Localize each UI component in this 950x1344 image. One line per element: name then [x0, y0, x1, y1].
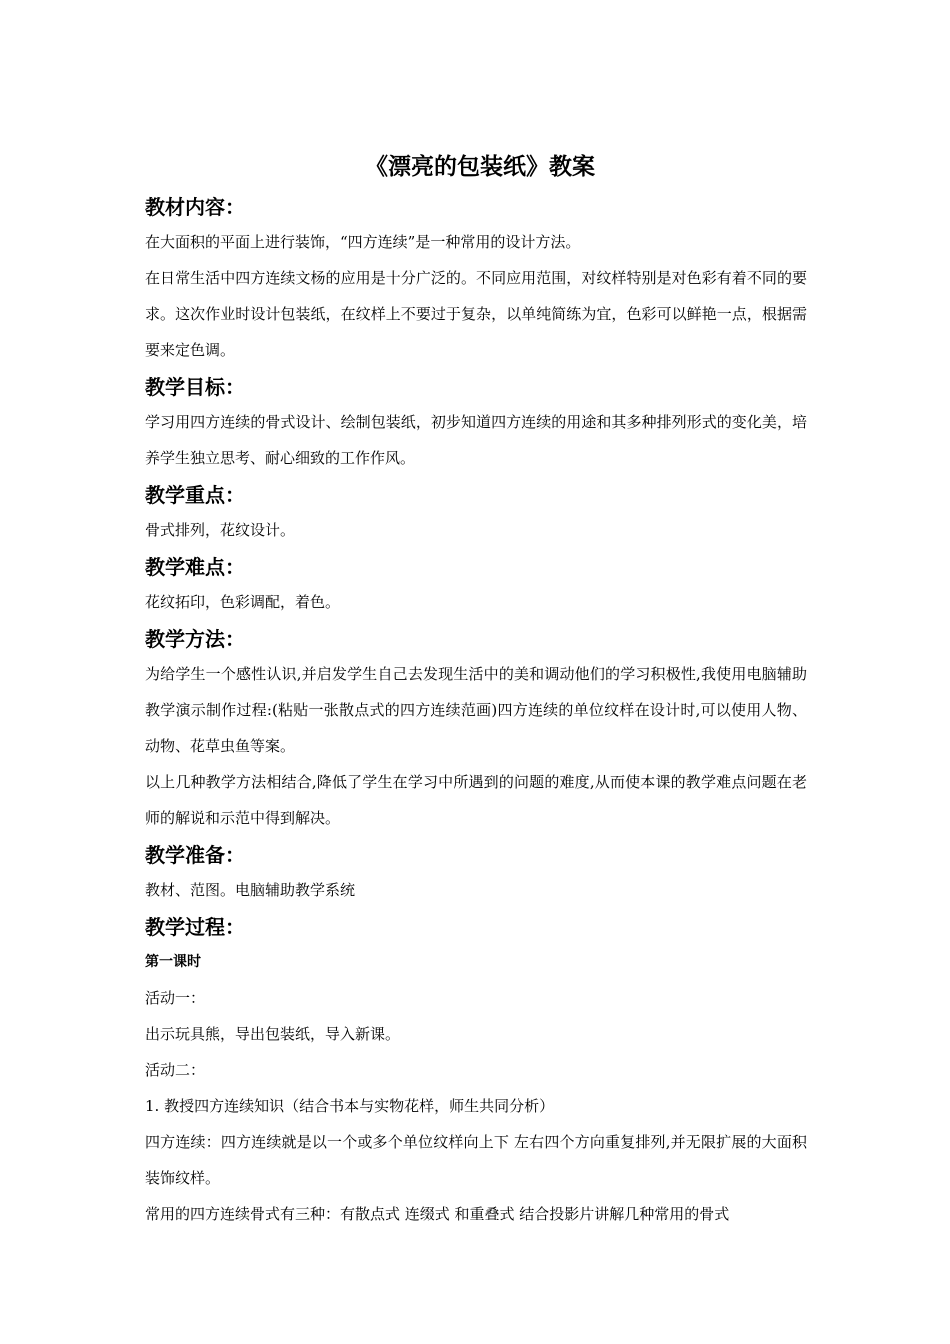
section-objectives — [145, 372, 807, 476]
section-heading: 教学难点： — [145, 555, 245, 579]
paragraph: 常用的四方连续骨式有三种：有散点式 连缀式 和重叠式 结合投影片讲解几种常用的骨式 — [145, 1205, 730, 1223]
paragraph: 1. 教授四方连续知识（结合书本与实物花样，师生共同分析） — [145, 1097, 555, 1115]
paragraph: 四方连续：四方连续就是以一个或多个单位纹样向上下 左右四个方向重复排列,并无限扩展的大面积装饰纹样。 — [145, 1133, 807, 1187]
section-heading: 教材内容： — [145, 195, 245, 219]
section-heading: 教学准备： — [145, 843, 245, 867]
section-difficulties — [145, 552, 807, 620]
section-methods — [145, 624, 807, 836]
paragraph: 教材、范图。电脑辅助教学系统 — [145, 881, 356, 899]
paragraph: 花纹拓印，色彩调配，着色。 — [145, 593, 341, 611]
section-preparation — [145, 840, 807, 908]
paragraph: 为给学生一个感性认识,并启发学生自己去发现生活中的美和调动他们的学习积极性,我使用电脑辅助教学演示制作过程:(粘贴一张散点式的四方连续范画)四方连续的单位纹样在设计时,可以使用人物、动物、花草虫鱼等案。 — [145, 665, 807, 755]
paragraph: 活动一： — [145, 989, 206, 1007]
lesson-subheading: 第一课时 — [145, 954, 201, 970]
paragraph: 学习用四方连续的骨式设计、绘制包装纸，初步知道四方连续的用途和其多种排列形式的变化美，培养学生独立思考、耐心细致的工作作风。 — [145, 413, 807, 467]
section-heading: 教学重点： — [145, 483, 245, 507]
paragraph: 在日常生活中四方连续文杨的应用是十分广泛的。不同应用范围，对纹样特别是对色彩有着不同的要求。这次作业时设计包装纸，在纹样上不要过于复杂，以单纯简练为宜，色彩可以鲜艳一点，根据需要来定色调。 — [145, 269, 807, 359]
paragraph: 骨式排列，花纹设计。 — [145, 521, 296, 539]
paragraph: 以上几种教学方法相结合,降低了学生在学习中所遇到的问题的难度,从而使本课的教学难点问题在老师的解说和示范中得到解决。 — [145, 773, 807, 827]
section-key-points — [145, 480, 807, 548]
document-page — [145, 150, 807, 1232]
section-materials — [145, 192, 807, 368]
paragraph: 出示玩具熊，导出包装纸，导入新课。 — [145, 1025, 401, 1043]
section-heading: 教学目标： — [145, 375, 245, 399]
paragraph: 活动二： — [145, 1061, 206, 1079]
section-process — [145, 912, 807, 1232]
section-heading: 教学方法： — [145, 627, 245, 651]
document-title: 《漂亮的包装纸》教案 — [365, 154, 595, 180]
paragraph: 在大面积的平面上进行装饰，“四方连续”是一种常用的设计方法。 — [145, 233, 581, 251]
section-heading: 教学过程： — [145, 915, 245, 939]
